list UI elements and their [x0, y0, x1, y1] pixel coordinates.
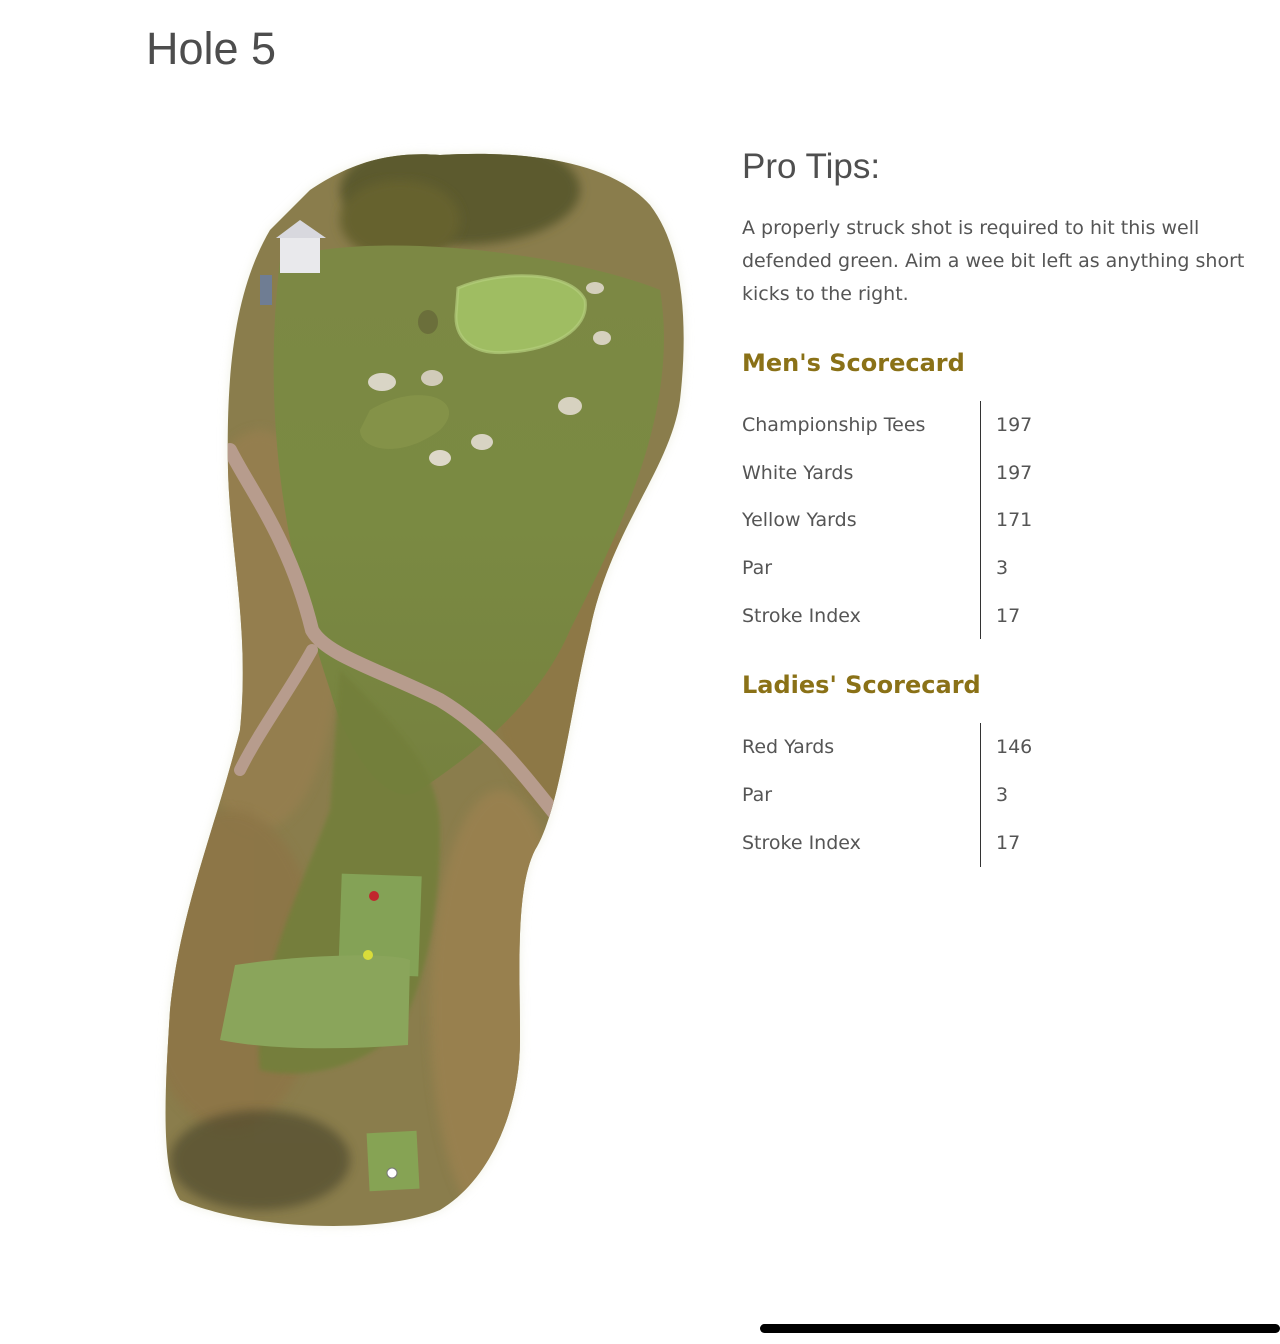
table-row [742, 819, 1056, 867]
row-label: Stroke Index [742, 831, 861, 854]
yellow-tee-marker-icon [363, 950, 373, 960]
row-label: Par [742, 783, 773, 806]
row-label: Par [742, 556, 773, 579]
row-value: 197 [981, 449, 1057, 497]
row-value: 171 [981, 496, 1057, 544]
table-row [742, 544, 1056, 592]
row-value: 146 [981, 723, 1057, 771]
home-indicator[interactable] [760, 1324, 1280, 1333]
ladies-scorecard-heading: Ladies' Scorecard [742, 671, 981, 700]
pro-tips-heading: Pro Tips: [742, 147, 881, 186]
row-label: Yellow Yards [742, 509, 857, 532]
row-value: 17 [981, 592, 1057, 640]
row-value: 3 [981, 771, 1057, 819]
hole-info-panel [742, 144, 1262, 867]
table-row [742, 723, 1056, 771]
mens-scorecard-heading: Men's Scorecard [742, 349, 965, 377]
hole-map-image [140, 110, 710, 1260]
row-value: 197 [981, 401, 1057, 449]
table-row [742, 771, 1056, 819]
mens-scorecard-table [742, 401, 1056, 639]
pro-tips-text: A properly struck shot is required to hit this well defended green. Aim a wee bit left as anything short kicks to the right. [742, 217, 1245, 305]
ladies-scorecard-table [742, 723, 1056, 866]
white-tee-marker-icon [387, 1168, 397, 1178]
red-tee-marker-icon [369, 891, 379, 901]
table-row [742, 401, 1056, 449]
row-label: Stroke Index [742, 604, 861, 627]
row-label: Red Yards [742, 736, 835, 759]
table-row [742, 496, 1056, 544]
table-row [742, 592, 1056, 640]
row-value: 17 [981, 819, 1057, 867]
table-row [742, 449, 1056, 497]
hole-aerial-illustration [140, 110, 710, 1260]
row-value: 3 [981, 544, 1057, 592]
page-title: Hole 5 [146, 23, 277, 74]
row-label: Championship Tees [742, 413, 926, 436]
row-label: White Yards [742, 461, 854, 484]
